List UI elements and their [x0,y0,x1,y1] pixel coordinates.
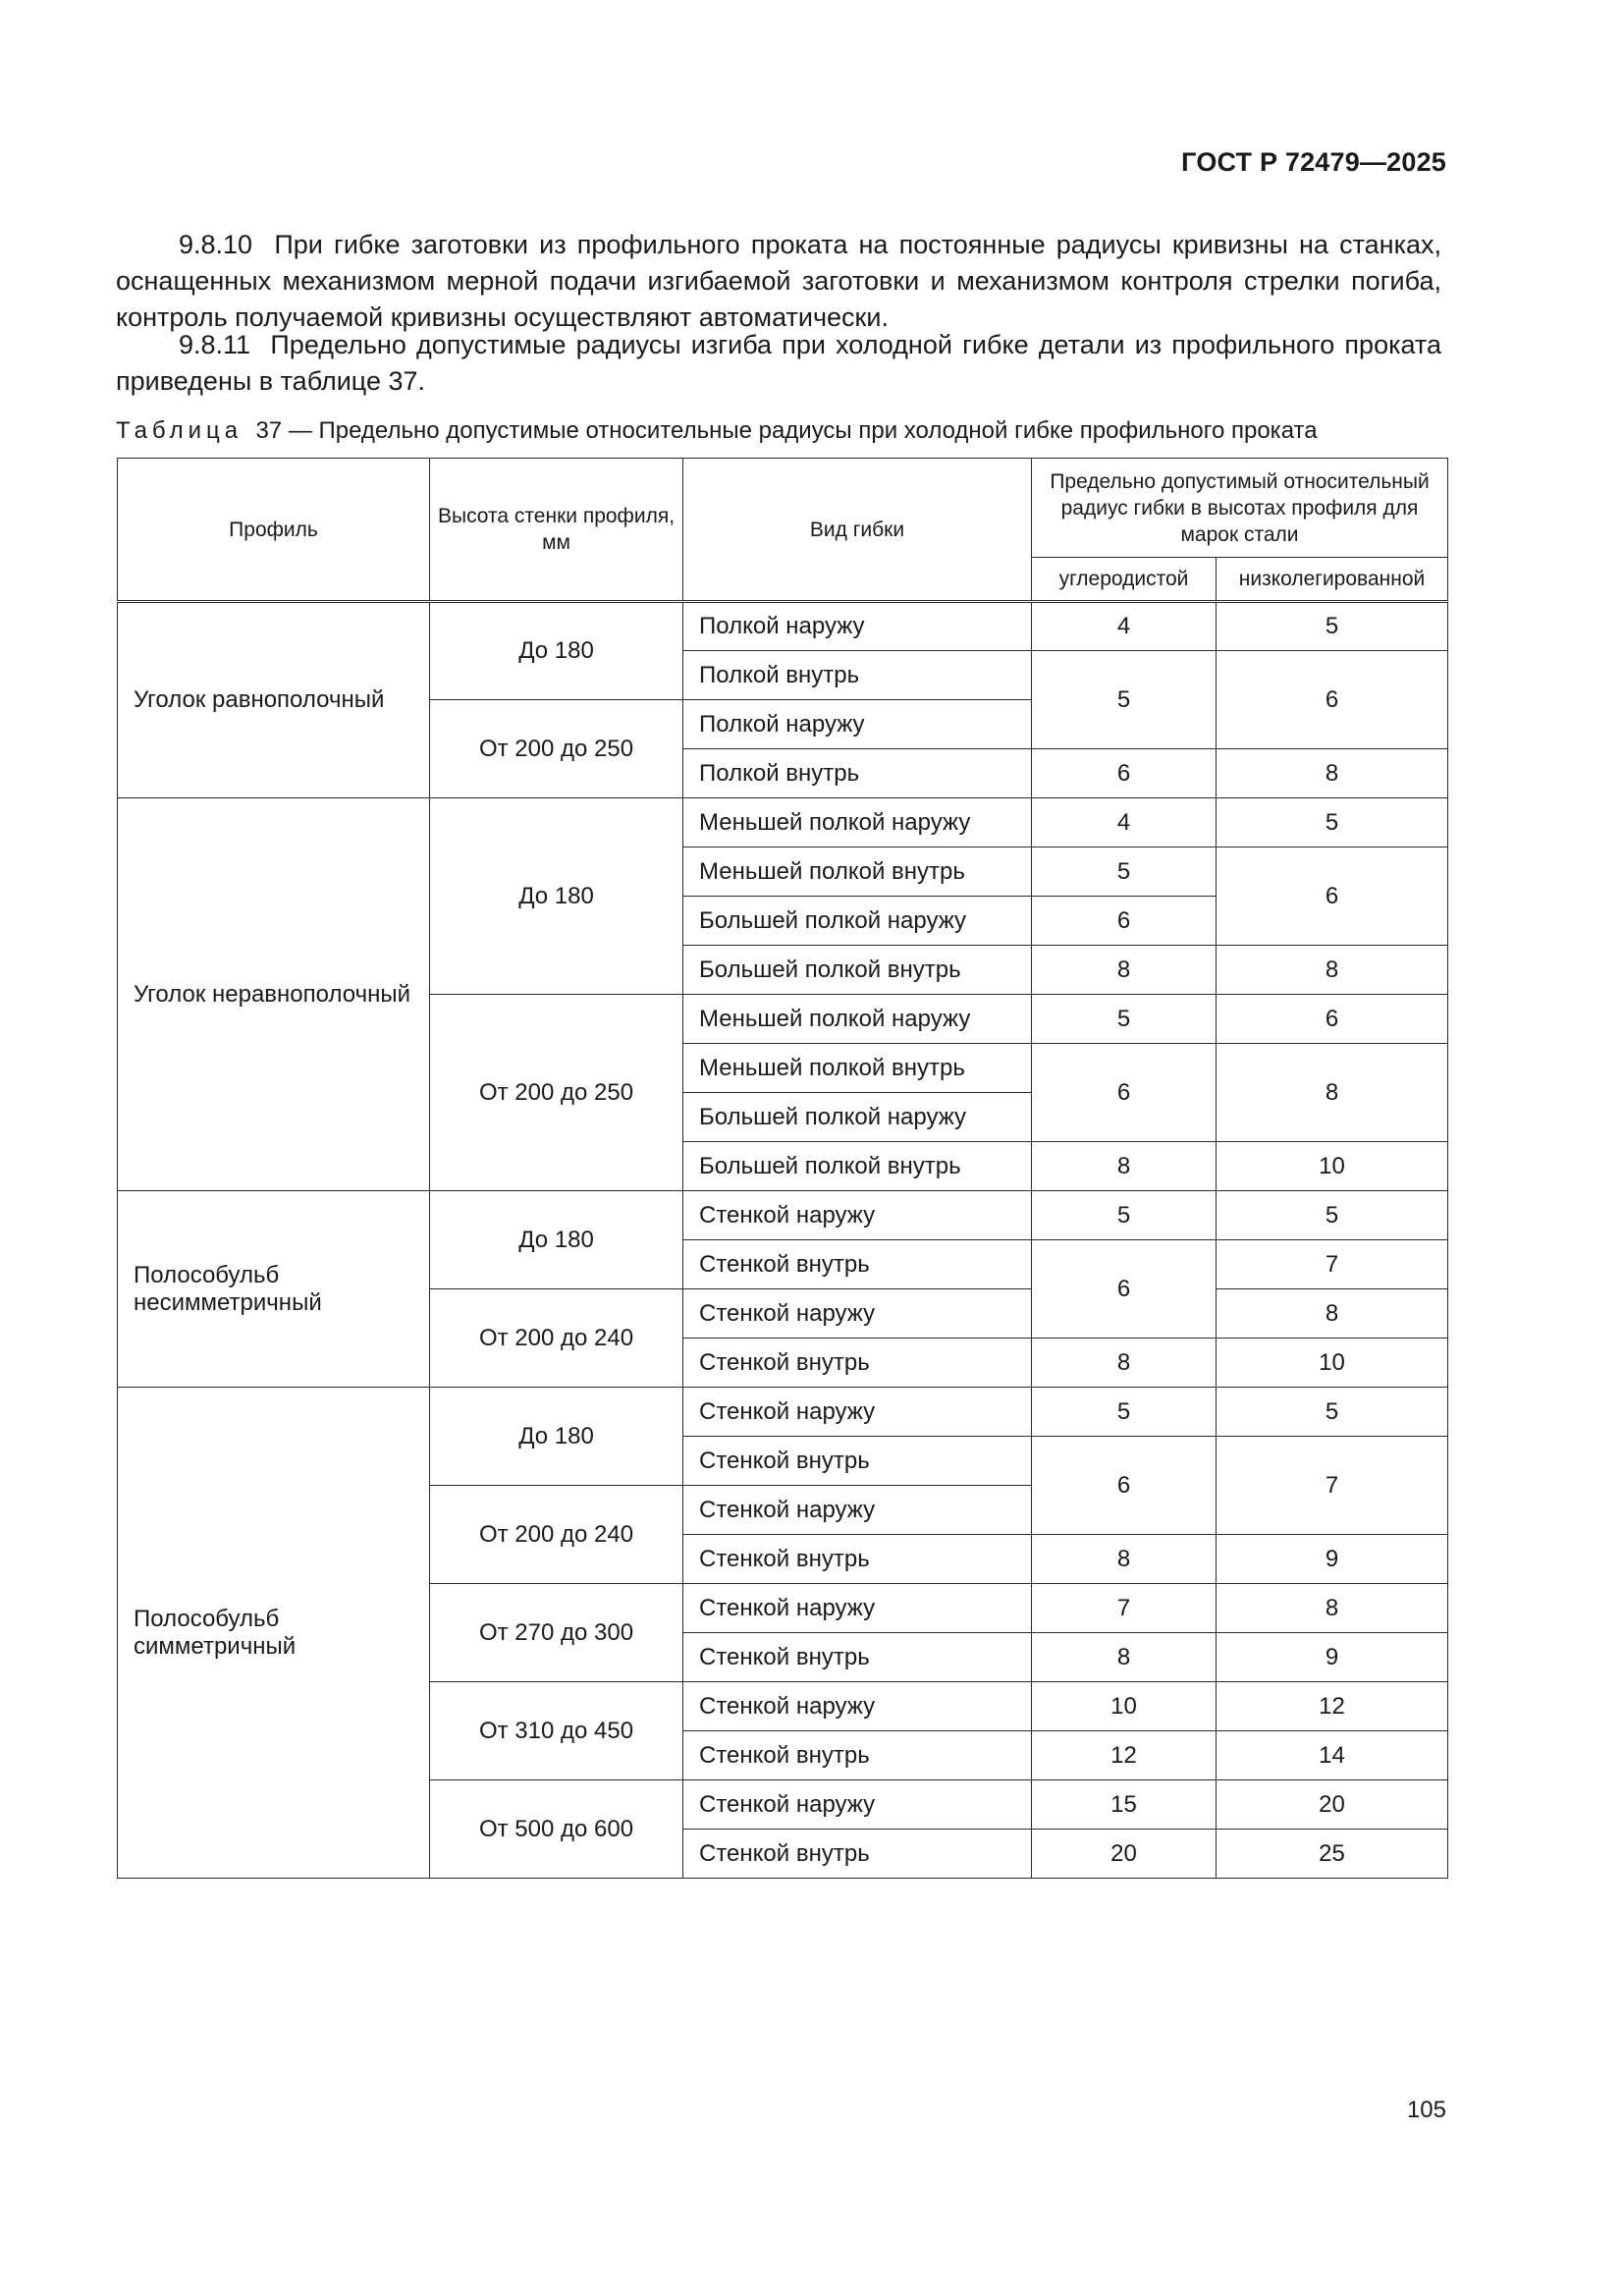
cell-bend: Стенкой внутрь [683,1633,1032,1682]
cell-profile: Уголок неравнополочный [118,798,430,1191]
cell-low-alloy: 12 [1217,1682,1448,1731]
cell-bend: Стенкой внутрь [683,1830,1032,1879]
cell-bend: Меньшей полкой наружу [683,798,1032,847]
cell-carbon: 4 [1032,798,1217,847]
cell-bend: Стенкой внутрь [683,1240,1032,1289]
cell-profile: Полособульб симметричный [118,1388,430,1879]
cell-carbon: 6 [1032,1240,1217,1339]
cell-carbon: 6 [1032,1044,1217,1142]
cell-height: До 180 [430,602,683,700]
cell-low-alloy: 8 [1217,1289,1448,1339]
cell-bend: Большей полкой внутрь [683,1142,1032,1191]
header-low-alloy: низколегированной [1217,558,1448,602]
cell-low-alloy: 8 [1217,1044,1448,1142]
cell-carbon: 10 [1032,1682,1217,1731]
cell-carbon: 6 [1032,897,1217,946]
cell-height: От 200 до 250 [430,995,683,1191]
cell-bend: Стенкой наружу [683,1191,1032,1240]
cell-low-alloy: 6 [1217,995,1448,1044]
cell-carbon: 6 [1032,1437,1217,1535]
paragraph-number: 9.8.11 [179,330,251,359]
cell-bend: Полкой наружу [683,602,1032,651]
cell-height: От 200 до 240 [430,1289,683,1388]
cell-bend: Полкой внутрь [683,749,1032,798]
cell-low-alloy: 5 [1217,1388,1448,1437]
cell-bend: Полкой внутрь [683,651,1032,700]
cell-bend: Стенкой наружу [683,1388,1032,1437]
paragraph-text: Предельно допустимые радиусы изгиба при холодной гибке детали из профильного проката приведены в таблице 37. [116,330,1441,396]
cell-low-alloy: 7 [1217,1437,1448,1535]
cell-bend: Стенкой внутрь [683,1731,1032,1780]
cell-bend: Стенкой наружу [683,1289,1032,1339]
cell-bend: Полкой наружу [683,700,1032,749]
header-radius-group: Предельно допустимый относительный радиус гибки в высотах профиля для марок стали [1032,459,1448,558]
cell-profile: Уголок равнополочный [118,602,430,798]
cell-low-alloy: 8 [1217,946,1448,995]
cell-low-alloy: 9 [1217,1535,1448,1584]
cell-low-alloy: 14 [1217,1731,1448,1780]
paragraph-text: При гибке заготовки из профильного проката на постоянные радиусы кривизны на станках, оснащенных механизмом мерной подачи изгибаемой заготовки и механизмом контроля стрелки погиба, контроль получаемой кривизны осуществляют автоматически. [116,230,1441,332]
cell-carbon: 12 [1032,1731,1217,1780]
cell-bend: Стенкой внутрь [683,1535,1032,1584]
cell-carbon: 15 [1032,1780,1217,1830]
cell-low-alloy: 5 [1217,602,1448,651]
cell-carbon: 5 [1032,995,1217,1044]
cell-bend: Стенкой наружу [683,1780,1032,1830]
cell-height: До 180 [430,798,683,995]
cell-low-alloy: 10 [1217,1339,1448,1388]
cell-bend: Большей полкой наружу [683,897,1032,946]
cell-carbon: 5 [1032,651,1217,749]
cell-carbon: 20 [1032,1830,1217,1879]
cell-low-alloy: 6 [1217,651,1448,749]
cell-bend: Стенкой наружу [683,1584,1032,1633]
cell-height: От 200 до 250 [430,700,683,798]
cell-low-alloy: 20 [1217,1780,1448,1830]
cell-low-alloy: 8 [1217,1584,1448,1633]
cell-bend: Стенкой внутрь [683,1437,1032,1486]
cell-carbon: 8 [1032,1633,1217,1682]
table-caption-text: 37 — Предельно допустимые относительные радиусы при холодной гибке профильного проката [255,417,1318,444]
table-row [118,1388,1448,1437]
cell-carbon: 8 [1032,946,1217,995]
bend-radius-table [117,458,1448,1879]
cell-height: От 200 до 240 [430,1486,683,1584]
cell-height: От 270 до 300 [430,1584,683,1682]
cell-bend: Меньшей полкой внутрь [683,847,1032,897]
cell-bend: Большей полкой внутрь [683,946,1032,995]
cell-carbon: 8 [1032,1535,1217,1584]
table-caption [116,417,1318,445]
cell-low-alloy: 5 [1217,1191,1448,1240]
table-caption-word: Таблица [116,417,243,444]
cell-bend: Стенкой наружу [683,1682,1032,1731]
cell-low-alloy: 6 [1217,847,1448,946]
cell-height: От 500 до 600 [430,1780,683,1879]
document-code: ГОСТ Р 72479—2025 [1181,147,1446,177]
table-row [118,1191,1448,1240]
cell-bend: Стенкой наружу [683,1486,1032,1535]
cell-height: До 180 [430,1191,683,1289]
page-number: 105 [1406,2097,1446,2123]
cell-bend: Стенкой внутрь [683,1339,1032,1388]
cell-carbon: 4 [1032,602,1217,651]
cell-carbon: 5 [1032,847,1217,897]
paragraph-number: 9.8.10 [179,230,253,259]
table-37 [117,458,1447,1879]
cell-carbon: 5 [1032,1191,1217,1240]
cell-carbon: 5 [1032,1388,1217,1437]
header-bend-type: Вид гибки [683,459,1032,602]
cell-bend: Большей полкой наружу [683,1093,1032,1142]
cell-carbon: 7 [1032,1584,1217,1633]
cell-low-alloy: 25 [1217,1830,1448,1879]
cell-bend: Меньшей полкой наружу [683,995,1032,1044]
header-carbon: углеродистой [1032,558,1217,602]
cell-carbon: 8 [1032,1142,1217,1191]
cell-low-alloy: 8 [1217,749,1448,798]
cell-profile: Полособульб несимметричный [118,1191,430,1388]
paragraph-9-8-10 [116,227,1441,336]
cell-low-alloy: 10 [1217,1142,1448,1191]
cell-low-alloy: 7 [1217,1240,1448,1289]
cell-carbon: 6 [1032,749,1217,798]
cell-carbon: 8 [1032,1339,1217,1388]
cell-height: От 310 до 450 [430,1682,683,1780]
paragraph-9-8-11 [116,327,1441,400]
header-height: Высота стенки профиля, мм [430,459,683,602]
cell-bend: Меньшей полкой внутрь [683,1044,1032,1093]
cell-low-alloy: 5 [1217,798,1448,847]
table-row [118,798,1448,847]
cell-height: До 180 [430,1388,683,1486]
cell-low-alloy: 9 [1217,1633,1448,1682]
header-profile: Профиль [118,459,430,602]
table-row [118,602,1448,651]
